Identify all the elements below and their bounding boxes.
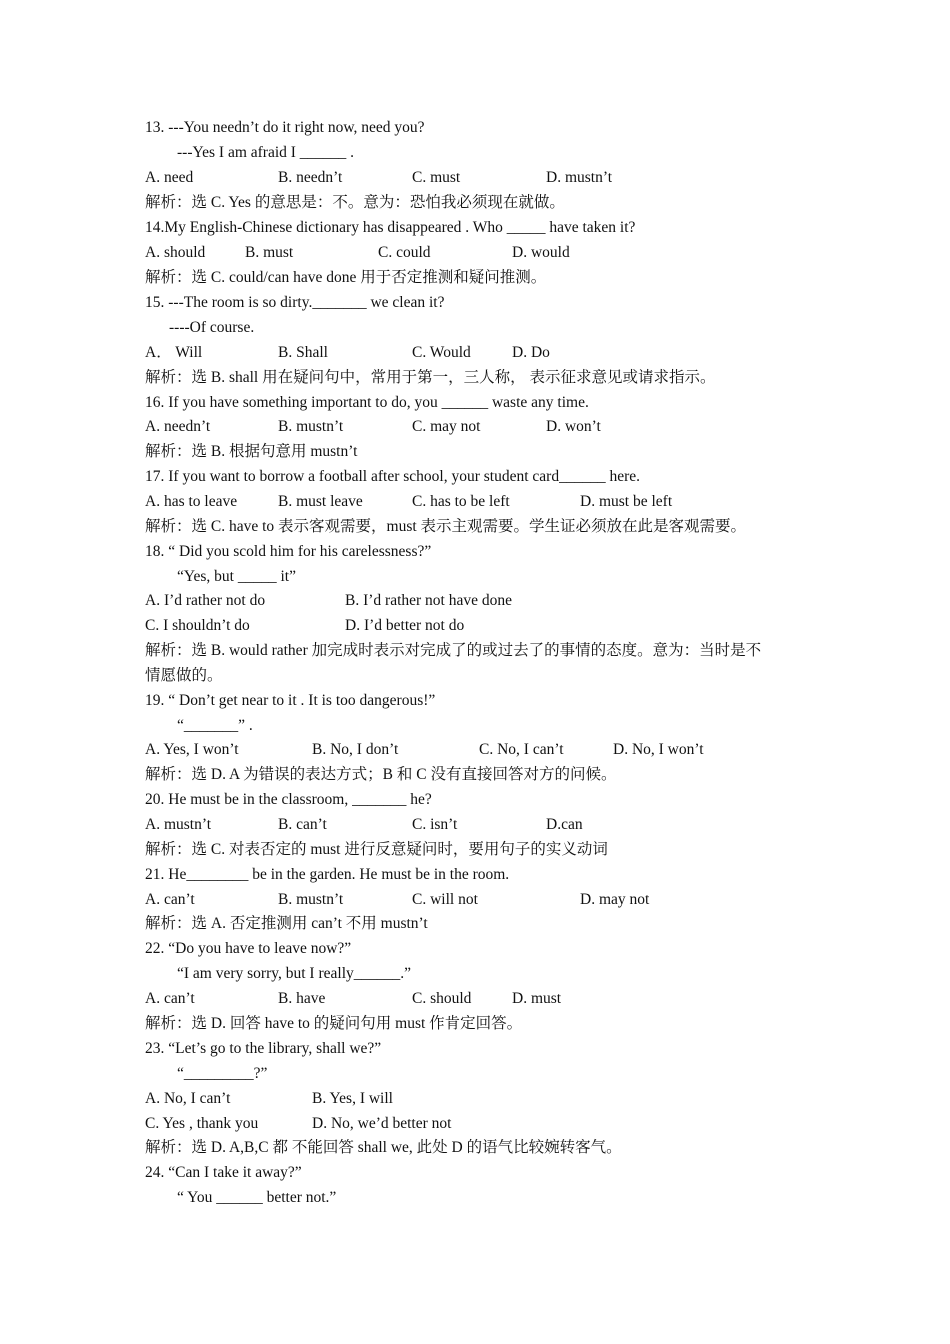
- question-17-stem: 17. If you want to borrow a football after school, your student card______ here.: [145, 468, 641, 485]
- option-d: D. mustn’t: [546, 169, 613, 186]
- option-b: B. must: [245, 244, 294, 261]
- question-16-options: [145, 415, 845, 439]
- option-c: C. I shouldn’t do: [145, 617, 250, 634]
- question-22-reply: “I am very sorry, but I really______.”: [177, 965, 411, 982]
- question-18-reply: “Yes, but _____ it”: [177, 568, 296, 585]
- question-18-options-row1: [145, 589, 845, 613]
- option-a: A. Yes, I won’t: [145, 741, 239, 758]
- question-23-options-row1: [145, 1087, 845, 1111]
- question-16-stem: 16. If you have something important to do, you ______ waste any time.: [145, 394, 589, 411]
- option-d: D. won’t: [546, 418, 601, 435]
- option-a: A. has to leave: [145, 493, 238, 510]
- question-19-analysis: 解析：选 D. A 为错误的表达方式；B 和 C 没有直接回答对方的问候。: [145, 766, 617, 783]
- option-c: C. has to be left: [412, 493, 510, 510]
- option-b: B. mustn’t: [278, 891, 344, 908]
- option-c: C. will not: [412, 891, 478, 908]
- option-b: B. No, I don’t: [312, 741, 399, 758]
- question-15-analysis: 解析：选 B. shall 用在疑问句中，常用于第一，三人称， 表示征求意见或请求指示。: [145, 369, 716, 386]
- option-c: C. must: [412, 169, 461, 186]
- option-a: A. mustn’t: [145, 816, 212, 833]
- question-22-stem: 22. “Do you have to leave now?”: [145, 940, 352, 957]
- option-d: D. No, I won’t: [613, 741, 704, 758]
- option-a: A. need: [145, 169, 194, 186]
- question-17-options: [145, 490, 845, 514]
- question-14-options: [145, 241, 845, 265]
- option-d: D. may not: [580, 891, 650, 908]
- option-b: B. must leave: [278, 493, 363, 510]
- option-d: D.can: [546, 816, 583, 833]
- question-20-stem: 20. He must be in the classroom, _______ he?: [145, 791, 432, 808]
- question-22-analysis: 解析：选 D. 回答 have to 的疑问句用 must 作肯定回答。: [145, 1015, 523, 1032]
- option-a: A. should: [145, 244, 206, 261]
- question-19-options: [145, 738, 845, 762]
- question-18-options-row2: [145, 614, 845, 638]
- question-18-analysis: 解析：选 B. would rather 加完成时表示对完成了的或过去了的事情的态度。意为：当时是不: [145, 642, 762, 659]
- question-13-stem: 13. ---You needn’t do it right now, need you?: [145, 119, 425, 136]
- question-15-options: [145, 341, 845, 365]
- option-b: B. Yes, I will: [312, 1090, 393, 1107]
- question-19-stem: 19. “ Don’t get near to it . It is too dangerous!”: [145, 692, 436, 709]
- question-15-stem: 15. ---The room is so dirty._______ we clean it?: [145, 294, 445, 311]
- question-21-stem: 21. He________ be in the garden. He must be in the room.: [145, 866, 510, 883]
- question-17-analysis: 解析：选 C. have to 表示客观需要，must 表示主观需要。学生证必须放在此是客观需要。: [145, 518, 747, 535]
- option-c: C. should: [412, 990, 472, 1007]
- question-24-stem: 24. “Can I take it away?”: [145, 1164, 302, 1181]
- question-23-options-row2: [145, 1112, 845, 1136]
- question-15-reply: ----Of course.: [169, 319, 255, 336]
- question-22-options: [145, 987, 845, 1011]
- option-a: A. I’d rather not do: [145, 592, 266, 609]
- option-c: C. Yes , thank you: [145, 1115, 259, 1132]
- question-18-stem: 18. “ Did you scold him for his carelessness?”: [145, 543, 432, 560]
- option-c: C. No, I can’t: [479, 741, 564, 758]
- option-c: C. Would: [412, 344, 471, 361]
- question-20-analysis: 解析：选 C. 对表否定的 must 进行反意疑问时，要用句子的实义动词: [145, 841, 608, 858]
- option-c: C. isn’t: [412, 816, 458, 833]
- option-c: C. may not: [412, 418, 481, 435]
- option-d: D. Do: [512, 344, 550, 361]
- question-14-analysis: 解析：选 C. could/can have done 用于否定推测和疑问推测。: [145, 269, 547, 286]
- option-d: D. No, we’d better not: [312, 1115, 452, 1132]
- option-a: A. needn’t: [145, 418, 211, 435]
- question-14-stem: 14.My English-Chinese dictionary has disappeared . Who _____ have taken it?: [145, 219, 636, 236]
- question-13-analysis: 解析：选 C. Yes 的意思是：不。意为：恐怕我必须现在就做。: [145, 194, 565, 211]
- question-21-analysis: 解析：选 A. 否定推测用 can’t 不用 mustn’t: [145, 915, 428, 932]
- option-b: B. needn’t: [278, 169, 343, 186]
- question-20-options: [145, 813, 845, 837]
- option-b: B. mustn’t: [278, 418, 344, 435]
- option-b: B. can’t: [278, 816, 327, 833]
- question-24-reply: “ You ______ better not.”: [177, 1189, 337, 1206]
- question-23-analysis: 解析：选 D. A,B,C 都 不能回答 shall we, 此处 D 的语气比较婉转客气。: [145, 1139, 622, 1156]
- question-16-analysis: 解析：选 B. 根据句意用 mustn’t: [145, 443, 358, 460]
- question-23-stem: 23. “Let’s go to the library, shall we?”: [145, 1040, 382, 1057]
- option-d: D. must: [512, 990, 562, 1007]
- option-c: C. could: [378, 244, 431, 261]
- option-b: B. Shall: [278, 344, 328, 361]
- option-d: D. must be left: [580, 493, 673, 510]
- option-b: B. I’d rather not have done: [345, 592, 512, 609]
- option-a: A. No, I can’t: [145, 1090, 231, 1107]
- question-18-analysis-cont: 情愿做的。: [145, 667, 223, 684]
- option-a: A. can’t: [145, 990, 195, 1007]
- option-a: A. can’t: [145, 891, 195, 908]
- question-23-reply: “_________?”: [177, 1065, 268, 1082]
- question-19-reply: “_______” .: [177, 717, 253, 734]
- question-13-options: [145, 166, 845, 190]
- option-d: D. would: [512, 244, 570, 261]
- option-d: D. I’d better not do: [345, 617, 465, 634]
- question-13-reply: ---Yes I am afraid I ______ .: [177, 144, 355, 161]
- option-b: B. have: [278, 990, 326, 1007]
- option-a: A． Will: [145, 344, 203, 361]
- question-21-options: [145, 888, 845, 912]
